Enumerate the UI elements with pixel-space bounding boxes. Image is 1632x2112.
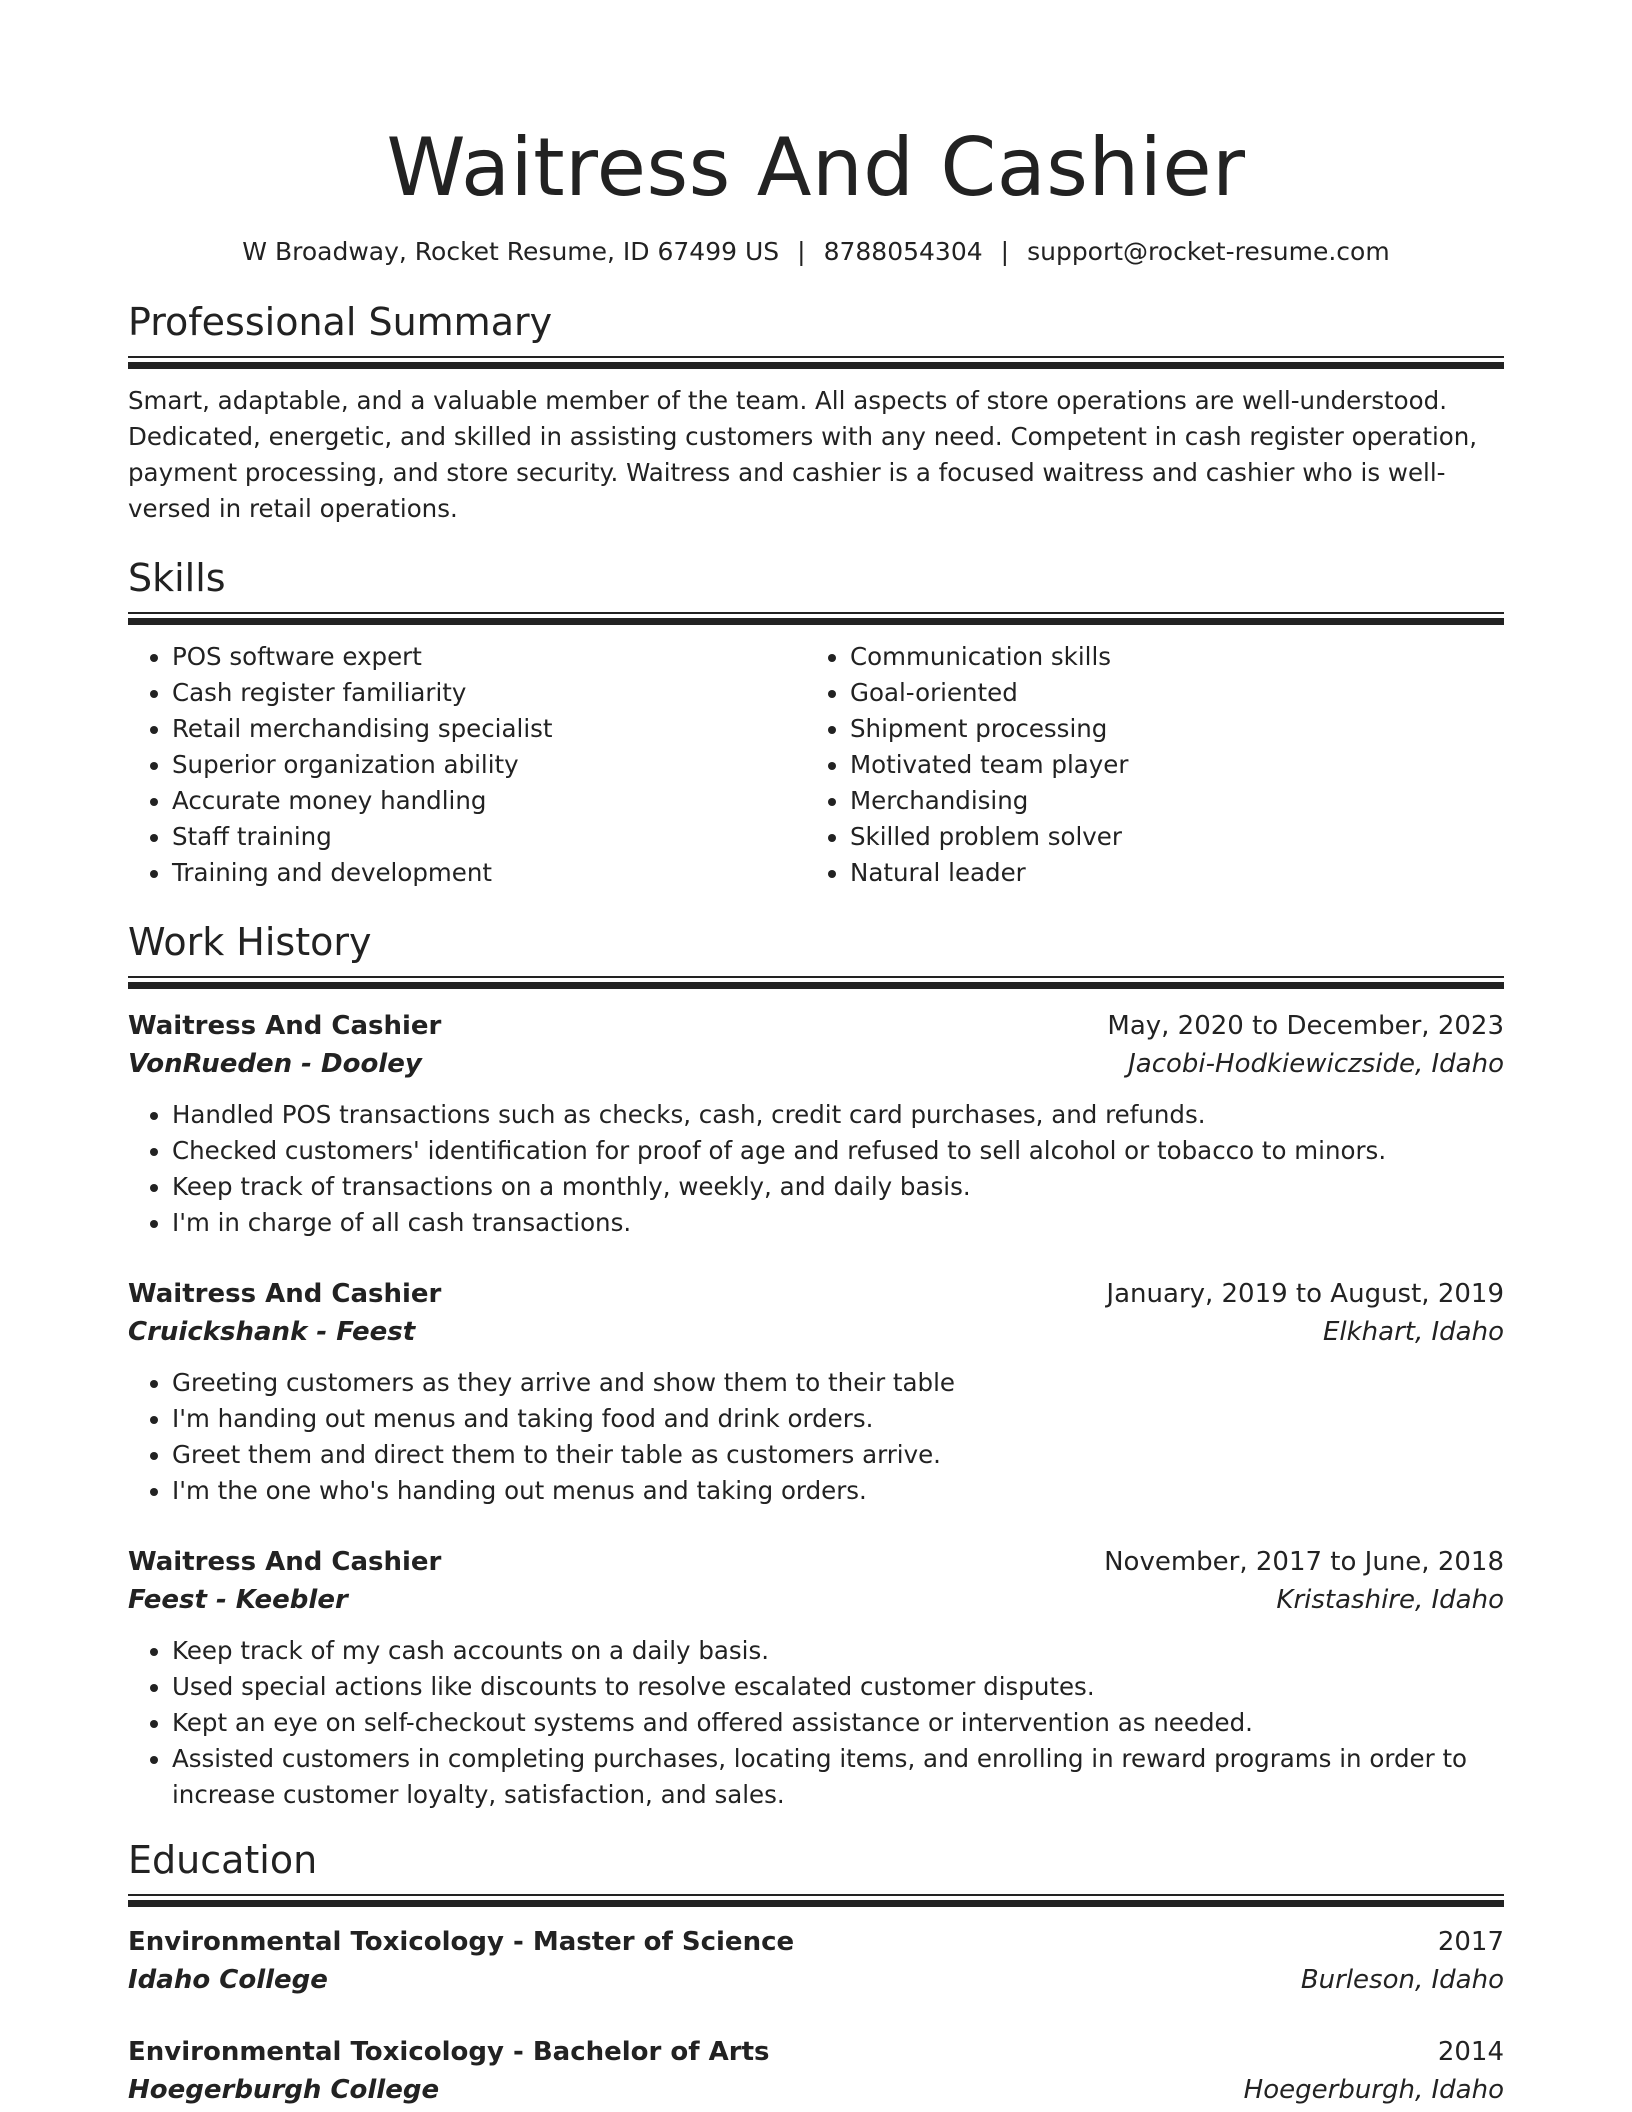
skill-item: • Skilled problem solver: [850, 819, 1484, 855]
skill-item: • Natural leader: [850, 855, 1484, 891]
job-title: Waitress And Cashier: [128, 1279, 442, 1309]
job-title: Waitress And Cashier: [128, 1547, 442, 1577]
education-degree: Environmental Toxicology - Master of Science: [128, 1927, 795, 1957]
job-company: Cruickshank - Feest: [128, 1317, 416, 1347]
resume-name: Waitress And Cashier: [386, 121, 1246, 214]
section-title-education: Education: [128, 1838, 318, 1882]
skill-item: • Retail merchandising specialist: [172, 711, 806, 747]
job-location: Kristashire, Idaho: [1276, 1585, 1504, 1615]
job-title: Waitress And Cashier: [128, 1011, 442, 1041]
summary-section: [128, 297, 1504, 527]
contact-separator: |: [1000, 237, 1010, 266]
skill-item: • Superior organization ability: [172, 747, 806, 783]
skill-item: • Merchandising: [850, 783, 1484, 819]
skills-section: [128, 553, 1504, 891]
job-dates: January, 2019 to August, 2019: [1106, 1279, 1504, 1309]
job-bullet: • Greeting customers as they arrive and show them to their table: [172, 1365, 1504, 1401]
contact-separator: |: [797, 237, 806, 266]
job-bullets: [128, 1365, 1504, 1509]
job-bullet: • Handled POS transactions such as checks, cash, credit card purchases, and refunds.: [172, 1097, 1504, 1133]
education-school: Hoegerburgh College: [128, 2075, 440, 2105]
skills-list-right: [806, 639, 1484, 891]
job-bullet: • Keep track of my cash accounts on a daily basis.: [172, 1633, 1504, 1669]
contact-line: [128, 235, 1504, 269]
contact-phone: 8788054304: [823, 237, 983, 266]
skill-item: • Shipment processing: [850, 711, 1484, 747]
job-bullets: [128, 1097, 1504, 1241]
job-dates: May, 2020 to December, 2023: [1107, 1011, 1504, 1041]
education-entry: [128, 2033, 1504, 2109]
job-bullet: • Used special actions like discounts to resolve escalated customer disputes.: [172, 1669, 1504, 1705]
education-section: [128, 1835, 1504, 2109]
section-divider: [128, 976, 1504, 989]
job-bullet: • Keep track of transactions on a monthly, weekly, and daily basis.: [172, 1169, 1504, 1205]
job-entry: [128, 1007, 1504, 1241]
section-title-summary: Professional Summary: [128, 300, 553, 344]
summary-text: Smart, adaptable, and a valuable member of the team. All aspects of store operations are well-understood. Dedicated, energetic, and skilled in assisting customers with any need. Competent in cash register operation, payment processing, and store security. Waitress and cashier is a focused waitress and cashier who is well-versed in retail operations.: [128, 386, 1478, 523]
education-location: Burleson, Idaho: [1300, 1965, 1504, 1995]
education-year: 2014: [1437, 2037, 1504, 2067]
job-bullet: • I'm in charge of all cash transactions.: [172, 1205, 1504, 1241]
skill-item: • Communication skills: [850, 639, 1484, 675]
section-title-work: Work History: [128, 920, 372, 964]
job-bullets: [128, 1633, 1504, 1813]
section-divider: [128, 1894, 1504, 1907]
job-location: Jacobi-Hodkiewiczside, Idaho: [1128, 1049, 1504, 1079]
job-company: Feest - Keebler: [128, 1585, 348, 1615]
job-bullet: • Assisted customers in completing purchases, locating items, and enrolling in reward programs in order to increase customer loyalty, satisfaction, and sales.: [172, 1741, 1504, 1813]
job-bullet: • Greet them and direct them to their table as customers arrive.: [172, 1437, 1504, 1473]
job-bullet: • Kept an eye on self-checkout systems and offered assistance or intervention as needed.: [172, 1705, 1504, 1741]
section-divider: [128, 612, 1504, 625]
section-divider: [128, 356, 1504, 369]
education-entry: [128, 1923, 1504, 1999]
contact-address: W Broadway, Rocket Resume, ID 67499 US: [242, 237, 780, 266]
job-bullet: • Checked customers' identification for proof of age and refused to sell alcohol or tobacco to minors.: [172, 1133, 1504, 1169]
education-school: Idaho College: [128, 1965, 328, 1995]
skills-columns: [128, 639, 1504, 891]
job-bullet: • I'm handing out menus and taking food and drink orders.: [172, 1401, 1504, 1437]
education-location: Hoegerburgh, Idaho: [1243, 2075, 1504, 2105]
contact-email[interactable]: support@rocket-resume.com: [1027, 237, 1390, 266]
job-company: VonRueden - Dooley: [128, 1049, 422, 1079]
education-degree: Environmental Toxicology - Bachelor of Arts: [128, 2037, 770, 2067]
skills-list-left: [128, 639, 806, 891]
job-entry: [128, 1543, 1504, 1813]
skill-item: • Training and development: [172, 855, 806, 891]
job-entry: [128, 1275, 1504, 1509]
work-section: [128, 917, 1504, 1813]
section-title-skills: Skills: [128, 556, 226, 600]
job-location: Elkhart, Idaho: [1322, 1317, 1504, 1347]
skill-item: • Motivated team player: [850, 747, 1484, 783]
skill-item: • Accurate money handling: [172, 783, 806, 819]
education-year: 2017: [1437, 1927, 1504, 1957]
job-dates: November, 2017 to June, 2018: [1104, 1547, 1504, 1577]
job-bullet: • I'm the one who's handing out menus and taking orders.: [172, 1473, 1504, 1509]
skill-item: • POS software expert: [172, 639, 806, 675]
skill-item: • Staff training: [172, 819, 806, 855]
skill-item: • Cash register familiarity: [172, 675, 806, 711]
resume-page: [128, 0, 1504, 2109]
skill-item: • Goal-oriented: [850, 675, 1484, 711]
